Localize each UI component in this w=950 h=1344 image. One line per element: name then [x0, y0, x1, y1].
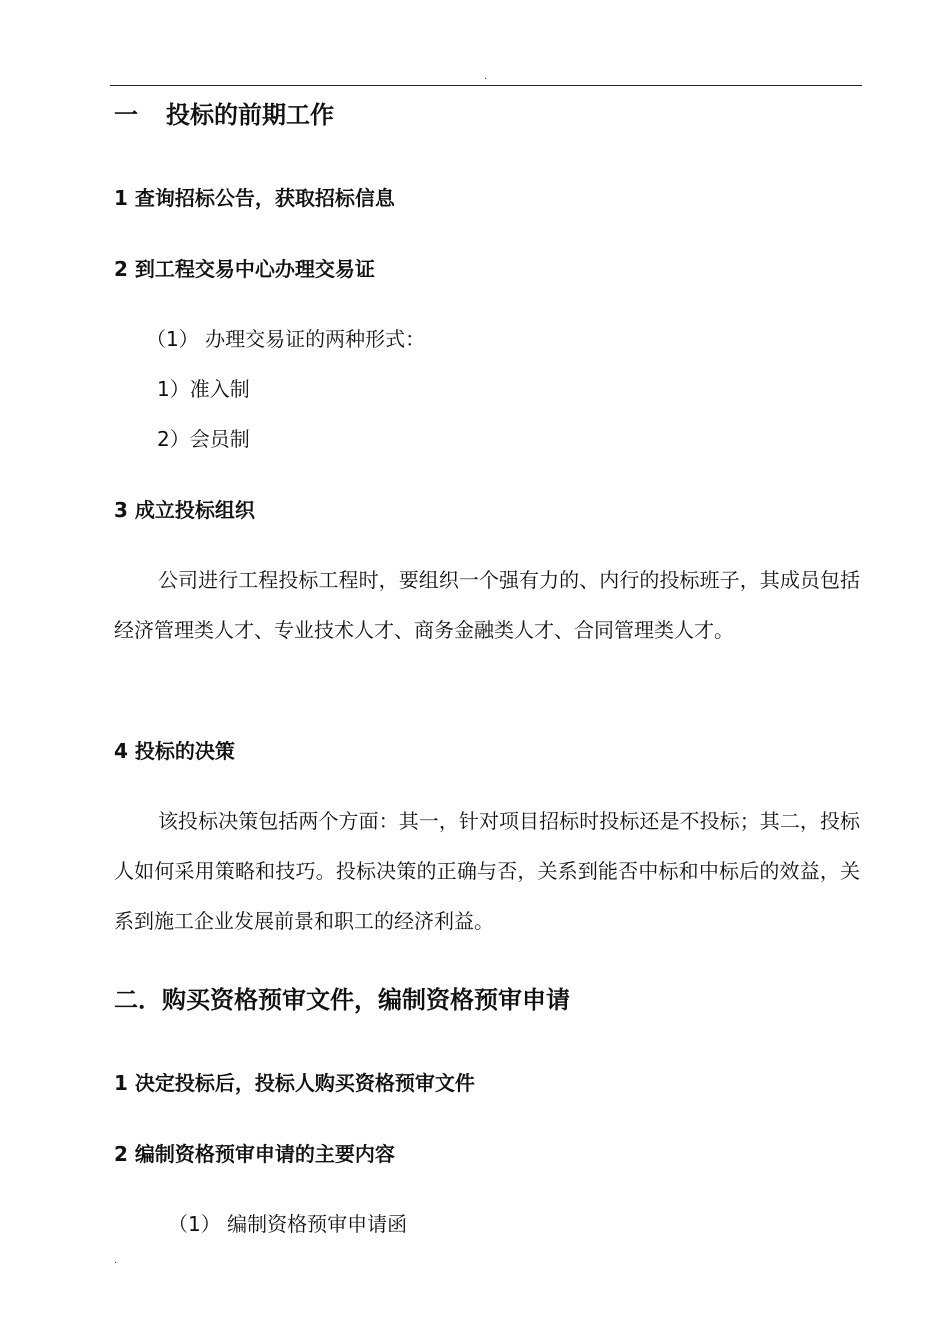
section-1-heading [114, 100, 334, 130]
section-1-title: 投标的前期工作 [166, 101, 334, 129]
subheading-2-1: 1 决定投标后，投标人购买资格预审文件 [114, 1071, 475, 1095]
subheading-1-1: 1 查询招标公告，获取招标信息 [114, 186, 395, 210]
list-item-1-2-1-b: 2）会员制 [157, 427, 250, 451]
list-item-2-2-1: （1） 编制资格预审申请函 [168, 1212, 408, 1236]
section-2-heading: 二．购买资格预审文件，编制资格预审申请 [114, 986, 570, 1014]
paragraph-1-4: 该投标决策包括两个方面：其一，针对项目招标时投标还是不投标；其二，投标人如何采用策略和技巧。投标决策的正确与否，关系到能否中标和中标后的效益，关系到施工企业发展前景和职工的经济利益。 [114, 809, 860, 933]
section-1-number: 一 [114, 101, 138, 129]
subheading-1-4: 4 投标的决策 [114, 739, 235, 763]
list-item-1-2-1: （1） 办理交易证的两种形式： [146, 327, 426, 351]
footer-dot: . [114, 1255, 118, 1266]
subheading-1-3: 3 成立投标组织 [114, 498, 255, 522]
list-item-1-2-1-a: 1）准入制 [157, 377, 250, 401]
subheading-1-2: 2 到工程交易中心办理交易证 [114, 257, 375, 281]
header-dot: . [484, 71, 488, 82]
subheading-2-2: 2 编制资格预审申请的主要内容 [114, 1142, 395, 1166]
header-rule [110, 85, 862, 86]
paragraph-1-3: 公司进行工程投标工程时，要组织一个强有力的、内行的投标班子，其成员包括经济管理类人才、专业技术人才、商务金融类人才、合同管理类人才。 [114, 568, 860, 642]
